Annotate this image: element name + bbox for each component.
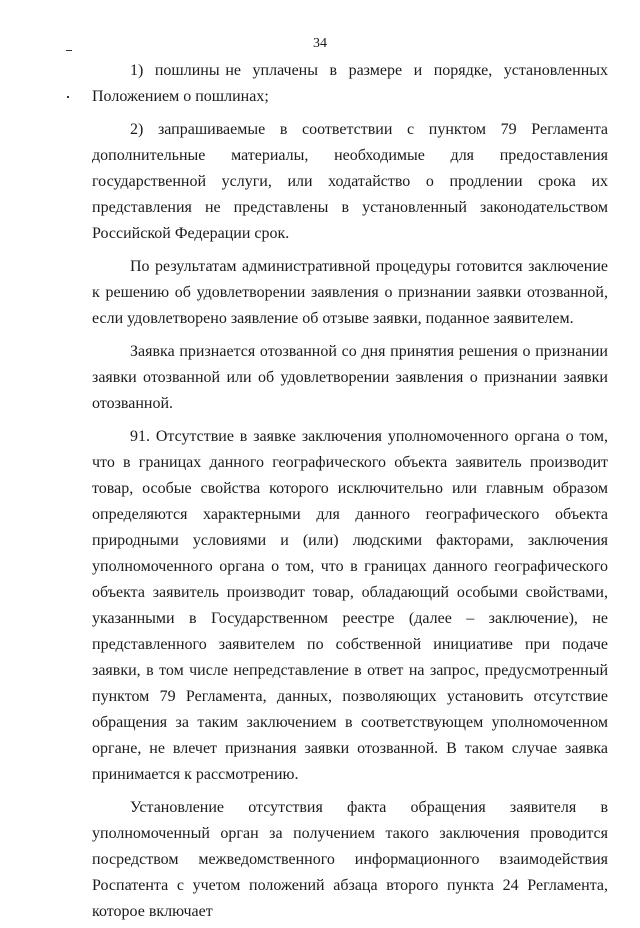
paragraph-establishing: Установление отсутствия факта обращения заявителя в уполномоченный орган за получением такого заключения проводится посредством межведомственного информационного взаимодействия Роспатента с учетом положений абзаца второго пункта 24 Регламента, которое включает [92, 799, 608, 920]
paragraph-91: 91. Отсутствие в заявке заключения уполномоченного органа о том, что в границах данного географического объекта заявитель производит товар, особые свойства которого исключительно или главным образом определяются характерными для данного географического объекта природными условиями и (или) людскими факторами, заключения уполномоченного органа о том, что в границах данного географического объекта заявитель производит товар, обладающий особыми свойствами, указанными в Государственном реестре (далее – заключение), не представленного заявителем по собственной инициативе при подаче заявки, в том числе непредставление в ответ на запрос, предусмотренный пунктом 79 Регламента, данных, позволяющих установить отсутствие обращения за таким заключением в соответствующем уполномоченном органе, не влечет признания заявки отозванной. В таком случае заявка принимается к рассмотрению. [92, 428, 608, 783]
page-number: 34 [313, 36, 327, 51]
scan-artifact [67, 96, 69, 98]
scan-artifact [66, 50, 72, 51]
paragraph-item-1: 1) пошлины не уплачены в размере и порядке, установленных Положением о пошлинах; [92, 62, 608, 105]
paragraph-withdrawn: Заявка признается отозванной со дня принятия решения о признании заявки отозванной или об удовлетворении заявления о признании заявки отозванной. [92, 343, 608, 412]
paragraph-results: По результатам административной процедуры готовится заключение к решению об удовлетворении заявления о признании заявки отозванной, если удовлетворено заявление об отзыве заявки, поданное заявителем. [92, 258, 608, 327]
document-body [92, 58, 608, 928]
paragraph-item-2: 2) запрашиваемые в соответствии с пунктом 79 Регламента дополнительные материалы, необходимые для предоставления государственной услуги, или ходатайство о продлении срока их представления не представлены в установленный законодательством Российской Федерации срок. [92, 121, 608, 242]
